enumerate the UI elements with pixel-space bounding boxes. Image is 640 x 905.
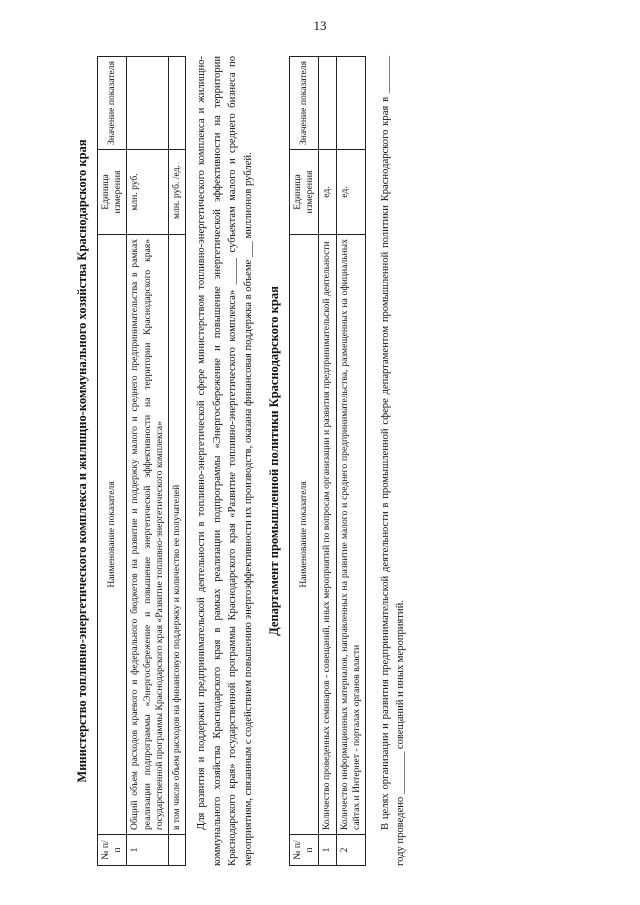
table-header-row [289, 57, 319, 866]
department-paragraph: В целях организации и развития предпринимательской деятельности в промышленной сфере департаментом промышленной политики Краснодарского края в _______ году проведено ________ совещаний и иных мероприятий. [380, 56, 407, 866]
col-header-no: № п/п [97, 835, 127, 866]
row-no: 2 [336, 835, 366, 866]
row-value [336, 57, 366, 150]
row-value [127, 57, 169, 150]
table-header-row [97, 57, 127, 866]
table-row [127, 57, 169, 866]
col-header-value: Значение показателя [97, 57, 127, 150]
row-name: Количество проведенных семинаров - совещаний, иных мероприятий по вопросам организации и развития предпринимательской деятельности [319, 235, 336, 835]
table-row [336, 57, 366, 866]
table-row [319, 57, 336, 866]
row-no: 1 [127, 835, 169, 866]
row-no [169, 835, 186, 866]
col-header-name: Наименование показателя [289, 235, 319, 835]
row-unit: ед. [336, 150, 366, 235]
col-header-unit: Единица измерения [289, 150, 319, 235]
col-header-value: Значение показателя [289, 57, 319, 150]
row-unit: млн. руб. [127, 150, 169, 235]
ministry-table [97, 56, 187, 866]
row-unit: млн. руб. /ед. [169, 150, 186, 235]
table-row [169, 57, 186, 866]
ministry-heading: Министерство топливно-энергетического комплекса и жилищно-коммунального хозяйства Краснодарского края [75, 139, 89, 783]
row-unit: ед. [319, 150, 336, 235]
col-header-name: Наименование показателя [97, 235, 127, 835]
row-name: Количество информационных материалов, направленных на развитие малого и среднего предпринимательства, размещенных на официальных сайтах и Интернет - порталах органов власти [336, 235, 366, 835]
row-name: Общий объем расходов краевого и федерального бюджетов на развитие и поддержку малого и среднего предпринимательства в рамках реализации подпрограммы «Энергосбережение и повышение энергетической эффективности на территории Краснодарского края» государственной программы Краснодарского края «Развитие топливно-энергетического комплекса» [127, 235, 169, 835]
col-header-unit: Единица измерения [97, 150, 127, 235]
row-name: в том числе объем расходов на финансовую поддержку и количество ее получателей [169, 235, 186, 835]
ministry-paragraph: Для развития и поддержки предпринимательской деятельности в топливно-энергетической сфере министерством топливно-энергетического комплекса и жилищно-коммунального хозяйства Краснодарского края в рамках реализации подпрограммы «Энергосбережение и повышение энергетической эффективности на территории Краснодарского края» государственной программы Краснодарского края «Развитие топливно-энергетического комплекса» _____ субъектам малого и среднего бизнеса по мероприятиям, связанным с содействием повышению энергоэффективности их производств, оказана финансовая поддержка в объеме ___ миллионов рублей. [196, 56, 254, 866]
row-value [319, 57, 336, 150]
department-heading: Департамент промышленной политики Краснодарского края [266, 286, 281, 636]
page-number: 13 [313, 18, 327, 33]
rotated-document-body [74, 56, 614, 866]
department-table [289, 56, 366, 866]
row-no: 1 [319, 835, 336, 866]
row-value [169, 57, 186, 150]
col-header-no: № п/п [289, 835, 319, 866]
